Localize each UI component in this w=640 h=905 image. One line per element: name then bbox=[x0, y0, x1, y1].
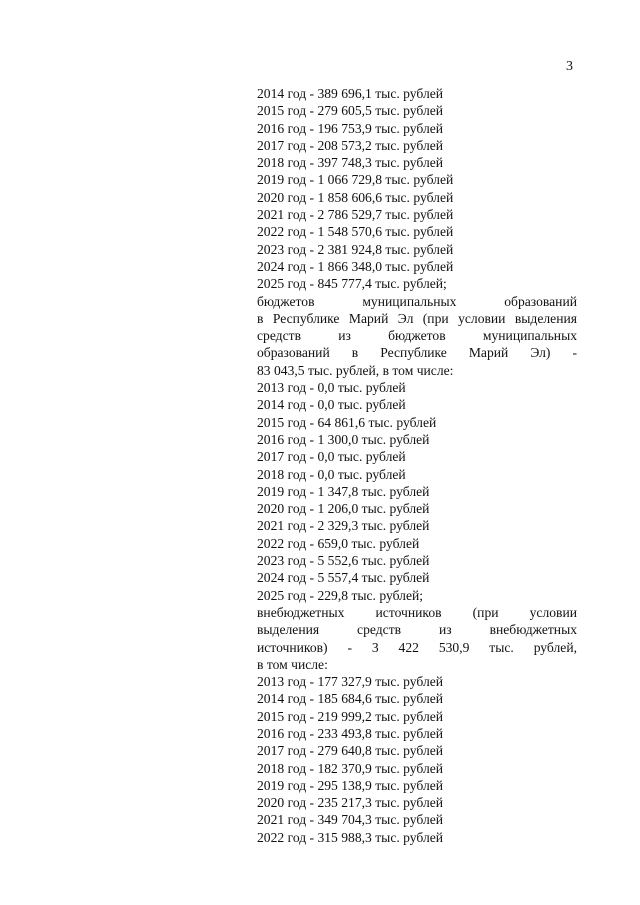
list-item: 2023 год - 5 552,6 тыс. рублей bbox=[257, 553, 430, 569]
list-item: 2019 год - 1 347,8 тыс. рублей bbox=[257, 483, 430, 499]
list-item: 2018 год - 0,0 тыс. рублей bbox=[257, 466, 406, 482]
list-item: 2015 год - 64 861,6 тыс. рублей bbox=[257, 414, 437, 430]
list-item: 2018 год - 397 748,3 тыс. рублей bbox=[257, 155, 444, 171]
list-item: 2021 год - 349 704,3 тыс. рублей bbox=[257, 812, 444, 828]
list-item: 2015 год - 219 999,2 тыс. рублей bbox=[257, 708, 444, 724]
paragraph-line: выделения средств из внебюджетных bbox=[257, 622, 577, 638]
list-item: 2020 год - 1 206,0 тыс. рублей bbox=[257, 501, 430, 517]
list-item: 2024 год - 1 866 348,0 тыс. рублей bbox=[257, 258, 454, 274]
list-item: 2016 год - 1 300,0 тыс. рублей bbox=[257, 431, 430, 447]
list-item: 2014 год - 0,0 тыс. рублей bbox=[257, 397, 406, 413]
municipal-budgets-heading bbox=[257, 293, 577, 379]
list-item: 2017 год - 0,0 тыс. рублей bbox=[257, 449, 406, 465]
list-item: 2016 год - 196 753,9 тыс. рублей bbox=[257, 120, 444, 136]
list-item: 2019 год - 1 066 729,8 тыс. рублей bbox=[257, 172, 454, 188]
list-item: 2025 год - 845 777,4 тыс. рублей; bbox=[257, 276, 447, 292]
list-item: 2025 год - 229,8 тыс. рублей; bbox=[257, 587, 424, 603]
list-item: 2022 год - 1 548 570,6 тыс. рублей bbox=[257, 224, 454, 240]
municipal-total: 83 043,5 тыс. рублей, в том числе: bbox=[257, 362, 454, 378]
yearly-amounts-list bbox=[257, 85, 577, 293]
list-item: 2021 год - 2 329,3 тыс. рублей bbox=[257, 518, 430, 534]
paragraph-line: в Республике Марий Эл (при условии выделения bbox=[257, 310, 577, 326]
list-item: 2020 год - 235 217,3 тыс. рублей bbox=[257, 795, 444, 811]
list-item: 2019 год - 295 138,9 тыс. рублей bbox=[257, 777, 444, 793]
list-item: 2021 год - 2 786 529,7 тыс. рублей bbox=[257, 207, 454, 223]
list-item: 2016 год - 233 493,8 тыс. рублей bbox=[257, 725, 444, 741]
paragraph-line: внебюджетных источников (при условии bbox=[257, 604, 577, 620]
list-item: 2017 год - 208 573,2 тыс. рублей bbox=[257, 137, 444, 153]
list-item: 2022 год - 315 988,3 тыс. рублей bbox=[257, 829, 444, 845]
list-item: 2024 год - 5 557,4 тыс. рублей bbox=[257, 570, 430, 586]
extrabudget-heading bbox=[257, 604, 577, 673]
list-item: 2013 год - 177 327,9 тыс. рублей bbox=[257, 674, 444, 690]
municipal-yearly-list bbox=[257, 379, 577, 604]
list-item: 2015 год - 279 605,5 тыс. рублей bbox=[257, 103, 444, 119]
list-item: 2023 год - 2 381 924,8 тыс. рублей bbox=[257, 241, 454, 257]
list-item: 2022 год - 659,0 тыс. рублей bbox=[257, 535, 420, 551]
list-item: 2018 год - 182 370,9 тыс. рублей bbox=[257, 760, 444, 776]
list-item: 2014 год - 389 696,1 тыс. рублей bbox=[257, 86, 444, 101]
paragraph-line: источников) - 3 422 530,9 тыс. рублей, bbox=[257, 639, 577, 655]
list-item: 2013 год - 0,0 тыс. рублей bbox=[257, 380, 406, 396]
page-number: 3 bbox=[566, 59, 573, 74]
document-body bbox=[257, 85, 577, 846]
list-item: 2020 год - 1 858 606,6 тыс. рублей bbox=[257, 189, 454, 205]
extrabudget-total: в том числе: bbox=[257, 656, 328, 672]
list-item: 2017 год - 279 640,8 тыс. рублей bbox=[257, 743, 444, 759]
extrabudget-yearly-list bbox=[257, 673, 577, 846]
list-item: 2014 год - 185 684,6 тыс. рублей bbox=[257, 691, 444, 707]
paragraph-line: бюджетов муниципальных образований bbox=[257, 293, 577, 309]
paragraph-line: образований в Республике Марий Эл) - bbox=[257, 345, 577, 361]
paragraph-line: средств из бюджетов муниципальных bbox=[257, 328, 577, 344]
